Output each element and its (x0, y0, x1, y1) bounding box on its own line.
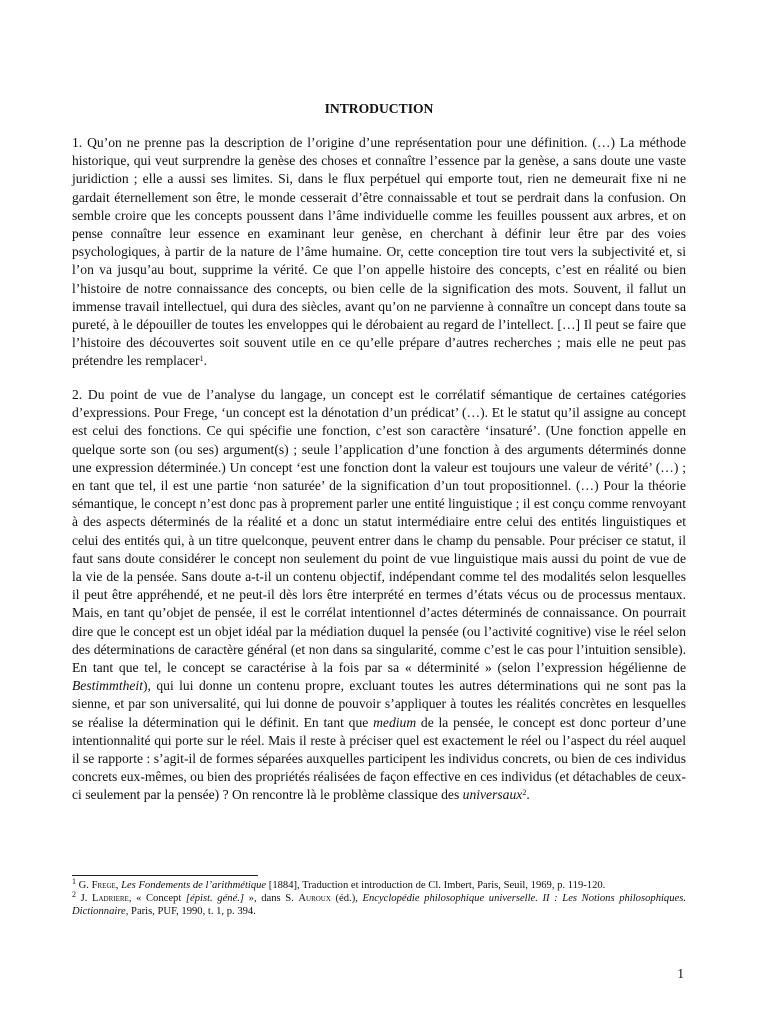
footnote-2-text-c: (éd.), (330, 893, 363, 904)
footnote-separator (72, 875, 258, 876)
footnote-2-text-b: », dans S. (244, 893, 299, 904)
footnote-1-rest: [1884], Traduction et introduction de Cl. Imbert, Paris, Seuil, 1969, p. 119-120. (266, 880, 606, 891)
footnote-2-rest: , Paris, PUF, 1990, t. 1, p. 394. (125, 906, 256, 917)
page-number: 1 (677, 966, 684, 981)
paragraph-2-text-b: ), qui lui donne un contenu propre, excluant toutes les autres déterminations qui ne sont pas la sienne, et par son universalité, qui lui donne de pouvoir s’appliquer à toutes les réalités concrètes en lesquelles se réalise la détermination qui le définit. En tant que (72, 678, 686, 730)
footnote-ref-1[interactable]: 1 (199, 354, 204, 364)
term-universaux: universaux (462, 787, 523, 803)
footnote-ref-2[interactable]: 2 (522, 788, 527, 798)
footnote-2-text-a: , « Concept (128, 893, 186, 904)
term-bestimmtheit: Bestimmtheit (72, 678, 143, 694)
paragraph-1-text: 1. Qu’on ne prenne pas la description de l’origine d’une représentation pour une définition. (…) La méthode historique, qui veut surprendre la genèse des choses et connaître l’essence par la genèse, a sans doute une vaste juridiction ; elle a aussi ses limites. Si, dans le flux perpétuel qui emporte tout, rien ne demeurait fixe ni ne gardait éternellement son être, le monde cesserait d’être connaissable et tout se perdrait dans la confusion. On semble croire que les concepts poussent dans l’âme individuelle comme les feuilles poussent aux arbres, et on pense connaître leur essence en examinant leur genèse, en cherchant à définir leur être par des voies psychologiques, à partir de la nature de l’âme humaine. Or, cette conception tire tout vers la subjectivité et, si l’on va jusqu’au bout, supprime la vérité. Ce que l’on appelle histoire des concepts, c’est en réalité ou bien l’histoire de notre connaissance des concepts, ou bien celle de la signification des mots. Souvent, il fallut un immense travail intellectuel, qui dura des siècles, avant qu’on ne parvienne à connaître un concept dans toute sa pureté, à le dépouiller de toutes les enveloppes qui le dérobaient au regard de l’intellect. […] Il peut se faire que l’histoire des découvertes soit souvent utile en ce qu’elle prépare d’autres recherches ; mais elle ne peut pas prétendre les remplacer (72, 135, 686, 369)
page-title: INTRODUCTION (324, 101, 434, 116)
footnote-2-initial: J. (80, 893, 92, 904)
paragraph-2 (72, 386, 686, 805)
footnote-2-work: Encyclopédie philosophique universelle. II : Les Notions philosophiques. Dictionnaire (72, 893, 686, 917)
footnote-1 (72, 879, 686, 892)
footnote-1-number: 1 (72, 877, 76, 886)
paragraph-2-end: . (526, 787, 530, 803)
paragraph-1 (72, 134, 686, 371)
footnote-1-author: Frege (91, 880, 116, 891)
footnote-1-initial: G. (78, 880, 92, 891)
footnote-2 (72, 892, 686, 918)
footnote-2-author: Ladriere (92, 893, 129, 904)
footnote-2-number: 2 (72, 890, 76, 899)
term-medium: medium (373, 714, 417, 730)
footnote-2-term: [épist. géné.] (185, 893, 245, 904)
paragraph-2-text-a: 2. Du point de vue de l’analyse du langage, un concept est le corrélatif sémantique de certaines catégories d’expressions. Pour Frege, ‘un concept est la dénotation d’un prédicat’ (…). Et le statut qu’il assigne au concept est celui des fonctions. Ce qui spécifie une fonction, c’est son caractère ‘insaturé’. (Une fonction appelle en quelque sorte son (ou ses) argument(s) ; seule l’application d’une fonction à des arguments déterminés donne une expression déterminée.) Un concept ‘est une fonction dont la valeur est toujours une valeur de vérité’ (…) ; en tant que tel, il est une partie ‘non saturée’ de la signification d’un tout propositionnel. (…) Pour la théorie sémantique, le concept n’est donc pas à proprement parler une entité linguistique ; il est conçu comme renvoyant à des aspects déterminés de la réalité et a donc un statut intermédiaire entre celui des entités linguistiques et celui des entités qui, à un titre quelconque, peuvent entrer dans le champ du pensable. Pour préciser ce statut, il faut sans doute considérer le concept non seulement du point de vue linguistique mais aussi du point de vue de la vie de la pensée. Sans doute a-t-il un contenu objectif, indépendant comme tel des modalités selon lesquelles il peut être appréhendé, et ne peut-il dès lors être interprété en termes d’états vécus ou de processus mentaux. Mais, en tant qu’objet de pensée, il est le corrélat intentionnel d’actes déterminés de connaissance. On pourrait dire que le concept est un objet idéal par la médiation duquel la pensée (ou l’activité cognitive) vise le réel selon des déterminations de caractère général (et non dans sa singularité, comme c’est le cas pour l’intuition sensible). En tant que tel, le concept se caractérise à la fois par sa « déterminité » (selon l’expression hégélienne de (72, 387, 686, 676)
footnote-1-work: Les Fondements de l’arithmétique (121, 880, 267, 891)
footnotes (72, 879, 686, 918)
footnote-1-sep: , (115, 880, 122, 891)
paragraph-1-end: . (203, 353, 207, 369)
paragraph-2-text-c: de la pensée, le concept est donc porteur d’une intentionnalité qui porte sur le réel. Mais il reste à préciser quel est exactement le réel ou l’aspect du réel auquel il se rapporte : s’agit-il de formes séparées auxquelles participent les individus concrets, ou bien de ces individus concrets eux-mêmes, ou bien des propriétés réalisées de façon effective en ces individus (et détachables de ceux-ci seulement par la pensée) ? On rencontre là le problème classique des (72, 714, 687, 803)
footnote-2-editor: Auroux (298, 893, 331, 904)
